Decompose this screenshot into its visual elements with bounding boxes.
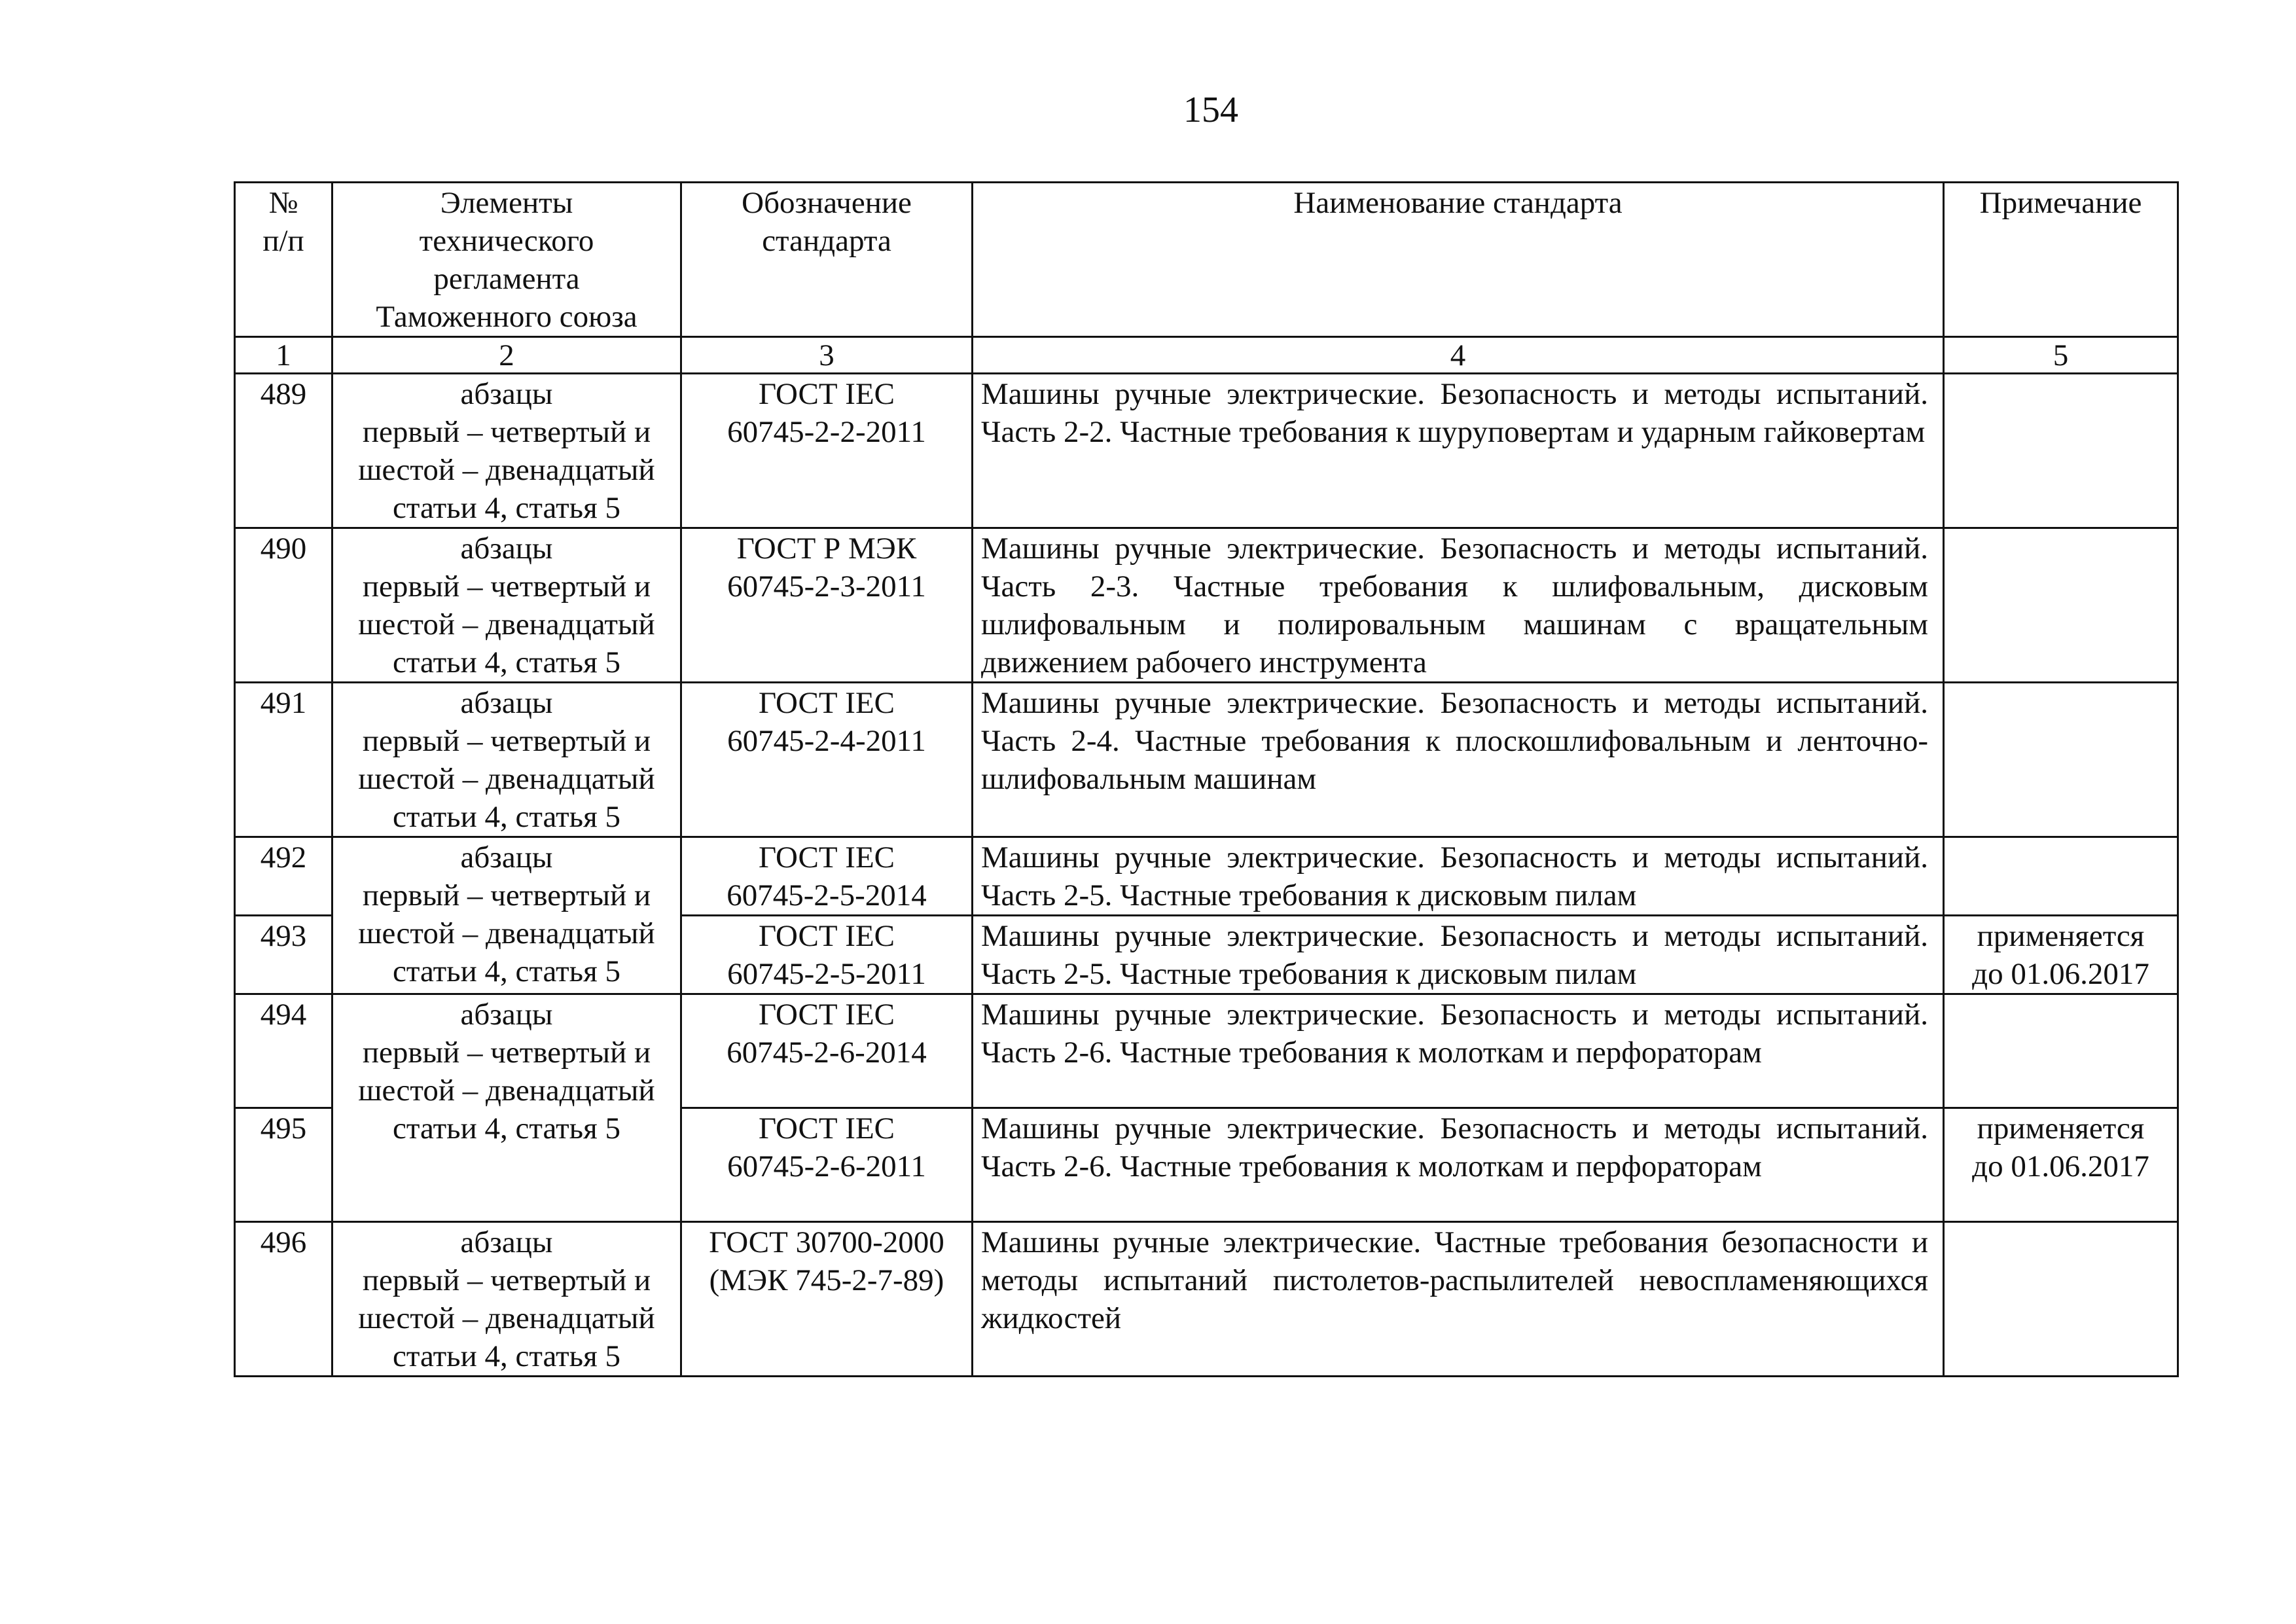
header-standard-designation: Обозначение стандарта (681, 183, 973, 337)
table-row (235, 837, 2178, 916)
header-regulation-elements: Элементы технического регламента Таможенного союза (332, 183, 681, 337)
regulation-elements: абзацы первый – четвертый и шестой – двенадцатый статьи 4, статья 5 (332, 528, 681, 683)
table-row (235, 1222, 2178, 1377)
note: применяется до 01.06.2017 (1944, 916, 2178, 994)
table-row (235, 528, 2178, 683)
row-number: 495 (235, 1108, 332, 1222)
row-number: 494 (235, 994, 332, 1108)
regulation-elements: абзацы первый – четвертый и шестой – двенадцатый статьи 4, статья 5 (332, 374, 681, 528)
row-number: 496 (235, 1222, 332, 1377)
standard-name: Машины ручные электрические. Безопасность и методы испытаний. Часть 2-5. Частные требования к дисковым пилам (973, 837, 1944, 916)
standard-designation: ГОСТ Р МЭК 60745-2-3-2011 (681, 528, 973, 683)
page-number: 154 (1183, 90, 1238, 130)
header-number: № п/п (235, 183, 332, 337)
row-number: 492 (235, 837, 332, 916)
note: применяется до 01.06.2017 (1944, 1108, 2178, 1222)
regulation-elements: абзацы первый – четвертый и шестой – двенадцатый статьи 4, статья 5 (332, 683, 681, 837)
regulation-elements: абзацы первый – четвертый и шестой – двенадцатый статьи 4, статья 5 (332, 994, 681, 1222)
standard-name: Машины ручные электрические. Безопасность и методы испытаний. Часть 2-5. Частные требования к дисковым пилам (973, 916, 1944, 994)
standard-name: Машины ручные электрические. Безопасность и методы испытаний. Часть 2-6. Частные требования к молоткам и перфораторам (973, 1108, 1944, 1222)
note (1944, 994, 2178, 1108)
standard-name: Машины ручные электрические. Безопасность и методы испытаний. Часть 2-4. Частные требования к плоскошлифовальным и ленточно-шлифовальным машинам (973, 683, 1944, 837)
note (1944, 528, 2178, 683)
standard-designation: ГОСТ 30700-2000 (МЭК 745-2-7-89) (681, 1222, 973, 1377)
table-row (235, 683, 2178, 837)
standard-name: Машины ручные электрические. Частные требования безопасности и методы испытаний пистолетов-распылителей невоспламеняющихся жидкостей (973, 1222, 1944, 1377)
standards-table (234, 181, 2179, 1377)
column-number: 4 (973, 337, 1944, 374)
standard-designation: ГОСТ IEC 60745-2-5-2011 (681, 916, 973, 994)
column-number: 1 (235, 337, 332, 374)
table-row (235, 994, 2178, 1108)
standard-designation: ГОСТ IEC 60745-2-6-2011 (681, 1108, 973, 1222)
standard-name: Машины ручные электрические. Безопасность и методы испытаний. Часть 2-6. Частные требования к молоткам и перфораторам (973, 994, 1944, 1108)
standard-name: Машины ручные электрические. Безопасность и методы испытаний. Часть 2-2. Частные требования к шуруповертам и ударным гайковертам (973, 374, 1944, 528)
regulation-elements: абзацы первый – четвертый и шестой – двенадцатый статьи 4, статья 5 (332, 837, 681, 994)
header-note: Примечание (1944, 183, 2178, 337)
table-header-row (235, 183, 2178, 337)
standard-designation: ГОСТ IEC 60745-2-4-2011 (681, 683, 973, 837)
header-standard-name: Наименование стандарта (973, 183, 1944, 337)
row-number: 489 (235, 374, 332, 528)
standard-designation: ГОСТ IEC 60745-2-5-2014 (681, 837, 973, 916)
standard-designation: ГОСТ IEC 60745-2-2-2011 (681, 374, 973, 528)
column-number: 2 (332, 337, 681, 374)
row-number: 493 (235, 916, 332, 994)
column-number: 3 (681, 337, 973, 374)
column-number: 5 (1944, 337, 2178, 374)
column-number-row (235, 337, 2178, 374)
note (1944, 837, 2178, 916)
note (1944, 1222, 2178, 1377)
standard-designation: ГОСТ IEC 60745-2-6-2014 (681, 994, 973, 1108)
note (1944, 374, 2178, 528)
note (1944, 683, 2178, 837)
table-row (235, 374, 2178, 528)
row-number: 491 (235, 683, 332, 837)
regulation-elements: абзацы первый – четвертый и шестой – двенадцатый статьи 4, статья 5 (332, 1222, 681, 1377)
row-number: 490 (235, 528, 332, 683)
standard-name: Машины ручные электрические. Безопасность и методы испытаний. Часть 2-3. Частные требования к шлифовальным, дисковым шлифовальным и полировальным машинам с вращательным движением рабочего инструмента (973, 528, 1944, 683)
